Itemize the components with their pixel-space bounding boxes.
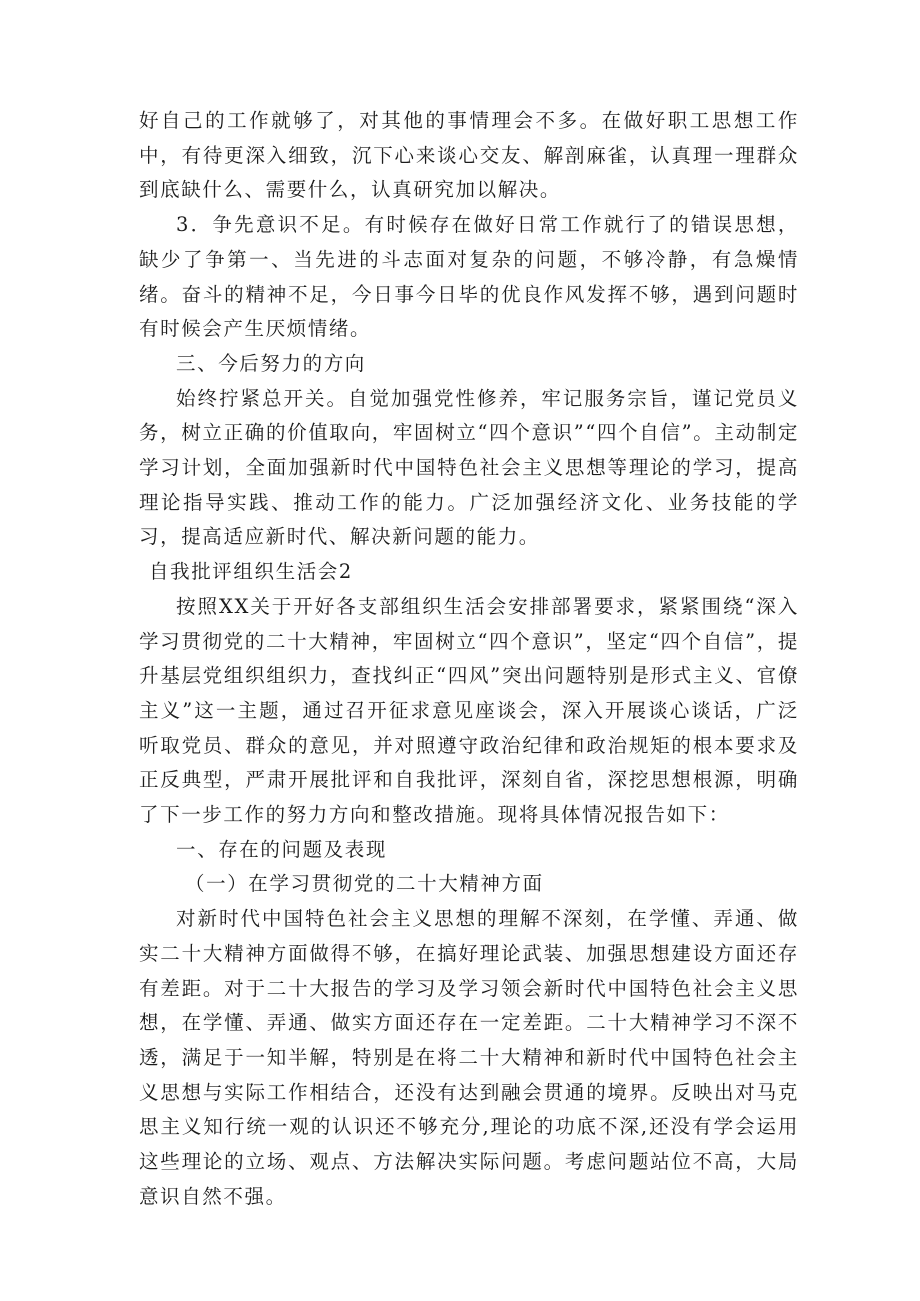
paragraph-master-switch: 始终拧紧总开关。自觉加强党性修养，牢记服务宗旨，谨记党员义务，树立正确的价值取向，牢固树立“四个意识”“四个自信”。主动制定学习计划，全面加强新时代中国特色社会主义思想等理论的学习，提高理论指导实践、推动工作的能力。广泛加强经济文化、业务技能的学习，提高适应新时代、解决新问题的能力。: [139, 386, 799, 549]
paragraph-competition-awareness: 3．争先意识不足。有时候存在做好日常工作就行了的错误思想，缺少了争第一、当先进的斗志面对复杂的问题，不够冷静，有急燥情绪。奋斗的精神不足，今日事今日毕的优良作风发挥不够，遇到问题时有时候会产生厌烦情绪。: [139, 213, 799, 341]
article-title: 自我批评组织生活会2: [149, 560, 353, 584]
paragraph-introduction: 按照XX关于开好各支部组织生活会安排部署要求，紧紧围绕“深入学习贯彻党的二十大精神，牢固树立“四个意识”，坚定“四个自信”，提升基层党组织组织力，查找纠正“四风”突出问题特别是形式主义、官僚主义”这一主题，通过召开征求意见座谈会，深入开展谈心谈话，广泛听取党员、群众的意见，并对照遵守政治纪律和政治规矩的根本要求及正反典型，严肃开展批评和自我批评，深刻自省，深挖思想根源，明确了下一步工作的努力方向和整改措施。现将具体情况报告如下：: [139, 594, 799, 827]
section-heading-future-direction: 三、今后努力的方向: [176, 351, 366, 375]
subsection-heading-study: （一）在学习贯彻党的二十大精神方面: [185, 872, 544, 896]
paragraph-continuation: 好自己的工作就够了，对其他的事情理会不多。在做好职工思想工作中，有待更深入细致，沉下心来谈心交友、解剖麻雀，认真理一理群众到底缺什么、需要什么，认真研究加以解决。: [139, 109, 799, 202]
paragraph-study-issues: 对新时代中国特色社会主义思想的理解不深刻，在学懂、弄通、做实二十大精神方面做得不够，在搞好理论武装、加强思想建设方面还存有差距。对于二十大报告的学习及学习领会新时代中国特色社会主义思想，在学懂、弄通、做实方面还存在一定差距。二十大精神学习不深不透，满足于一知半解，特别是在将二十大精神和新时代中国特色社会主义思想与实际工作相结合，还没有达到融会贯通的境界。反映出对马克思主义知行统一观的认识还不够充分,理论的功底不深,还没有学会运用这些理论的立场、观点、方法解决实际问题。考虑问题站位不高，大局意识自然不强。: [139, 907, 799, 1208]
section-heading-problems: 一、存在的问题及表现: [176, 837, 388, 861]
document-body: [139, 104, 799, 1215]
